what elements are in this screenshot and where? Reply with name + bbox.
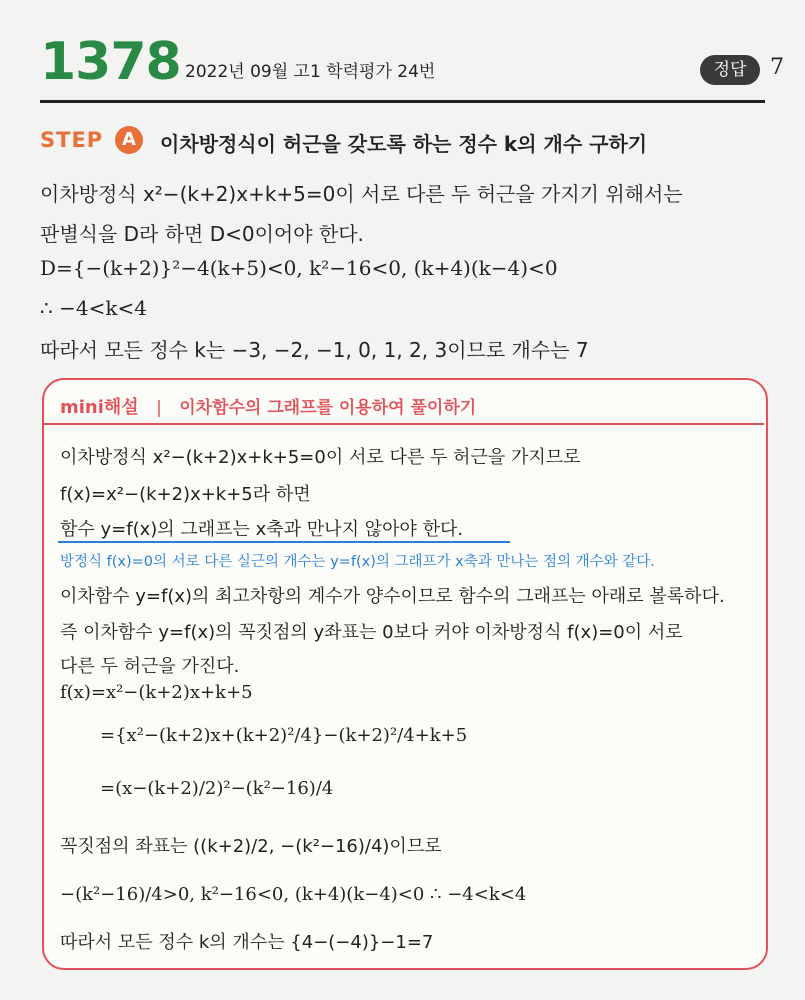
solution-line-4: ∴ −4<k<4	[40, 296, 147, 320]
problem-source: 2022년 09월 고1 학력평가 24번	[185, 62, 436, 82]
mini-solution-header	[60, 393, 476, 419]
mini-title: 이차함수의 그래프를 이용하여 풀이하기	[179, 398, 477, 418]
mini-line-7: f(x)=x²−(k+2)x+k+5	[60, 682, 253, 703]
mini-note: 방정식 f(x)=0의 서로 다른 실근의 개수는 y=f(x)의 그래프가 x축과 만나는 점의 개수와 같다.	[60, 554, 655, 570]
mini-separator: |	[156, 398, 162, 418]
mini-line-9: =(x−(k+2)/2)²−(k²−16)/4	[100, 778, 334, 799]
mini-line-12: 따라서 모든 정수 k의 개수는 {4−(−4)}−1=7	[60, 932, 434, 953]
solution-line-2: 판별식을 D라 하면 D<0이어야 한다.	[40, 222, 364, 246]
mini-line-3-underline	[58, 541, 510, 543]
solution-line-3: D={−(k+2)}²−4(k+5)<0, k²−16<0, (k+4)(k−4)<0	[40, 256, 558, 280]
mini-line-10: 꼭짓점의 좌표는 ((k+2)/2, −(k²−16)/4)이므로	[60, 836, 442, 857]
mini-line-3: 함수 y=f(x)의 그래프는 x축과 만나지 않아야 한다.	[60, 519, 464, 540]
solution-line-5: 따라서 모든 정수 k는 −3, −2, −1, 0, 1, 2, 3이므로 개수는 7	[40, 338, 589, 362]
solution-line-1: 이차방정식 x²−(k+2)x+k+5=0이 서로 다른 두 허근을 가지기 위해서는	[40, 182, 683, 206]
mini-line-5: 즉 이차함수 y=f(x)의 꼭짓점의 y좌표는 0보다 커야 이차방정식 f(x)=0이 서로	[60, 622, 683, 643]
problem-number: 1378	[40, 32, 181, 92]
answer-value: 7	[770, 55, 784, 80]
mini-header-rule	[42, 423, 764, 425]
mini-line-8: ={x²−(k+2)x+(k+2)²/4}−(k+2)²/4+k+5	[100, 725, 468, 746]
header-rule	[40, 100, 765, 103]
step-letter-badge: A	[115, 126, 143, 154]
answer-badge: 정답	[700, 55, 760, 85]
mini-line-1: 이차방정식 x²−(k+2)x+k+5=0이 서로 다른 두 허근을 가지므로	[60, 447, 581, 468]
step-label: STEP	[40, 128, 104, 152]
mini-line-11: −(k²−16)/4>0, k²−16<0, (k+4)(k−4)<0 ∴ −4<k<4	[60, 884, 527, 905]
step-title: 이차방정식이 허근을 갖도록 하는 정수 k의 개수 구하기	[160, 132, 648, 156]
mini-tag: mini해설	[60, 397, 139, 418]
mini-line-2: f(x)=x²−(k+2)x+k+5라 하면	[60, 484, 311, 505]
mini-line-4: 이차함수 y=f(x)의 최고차항의 계수가 양수이므로 함수의 그래프는 아래로 볼록하다.	[60, 586, 725, 607]
mini-line-6: 다른 두 허근을 가진다.	[60, 656, 240, 677]
